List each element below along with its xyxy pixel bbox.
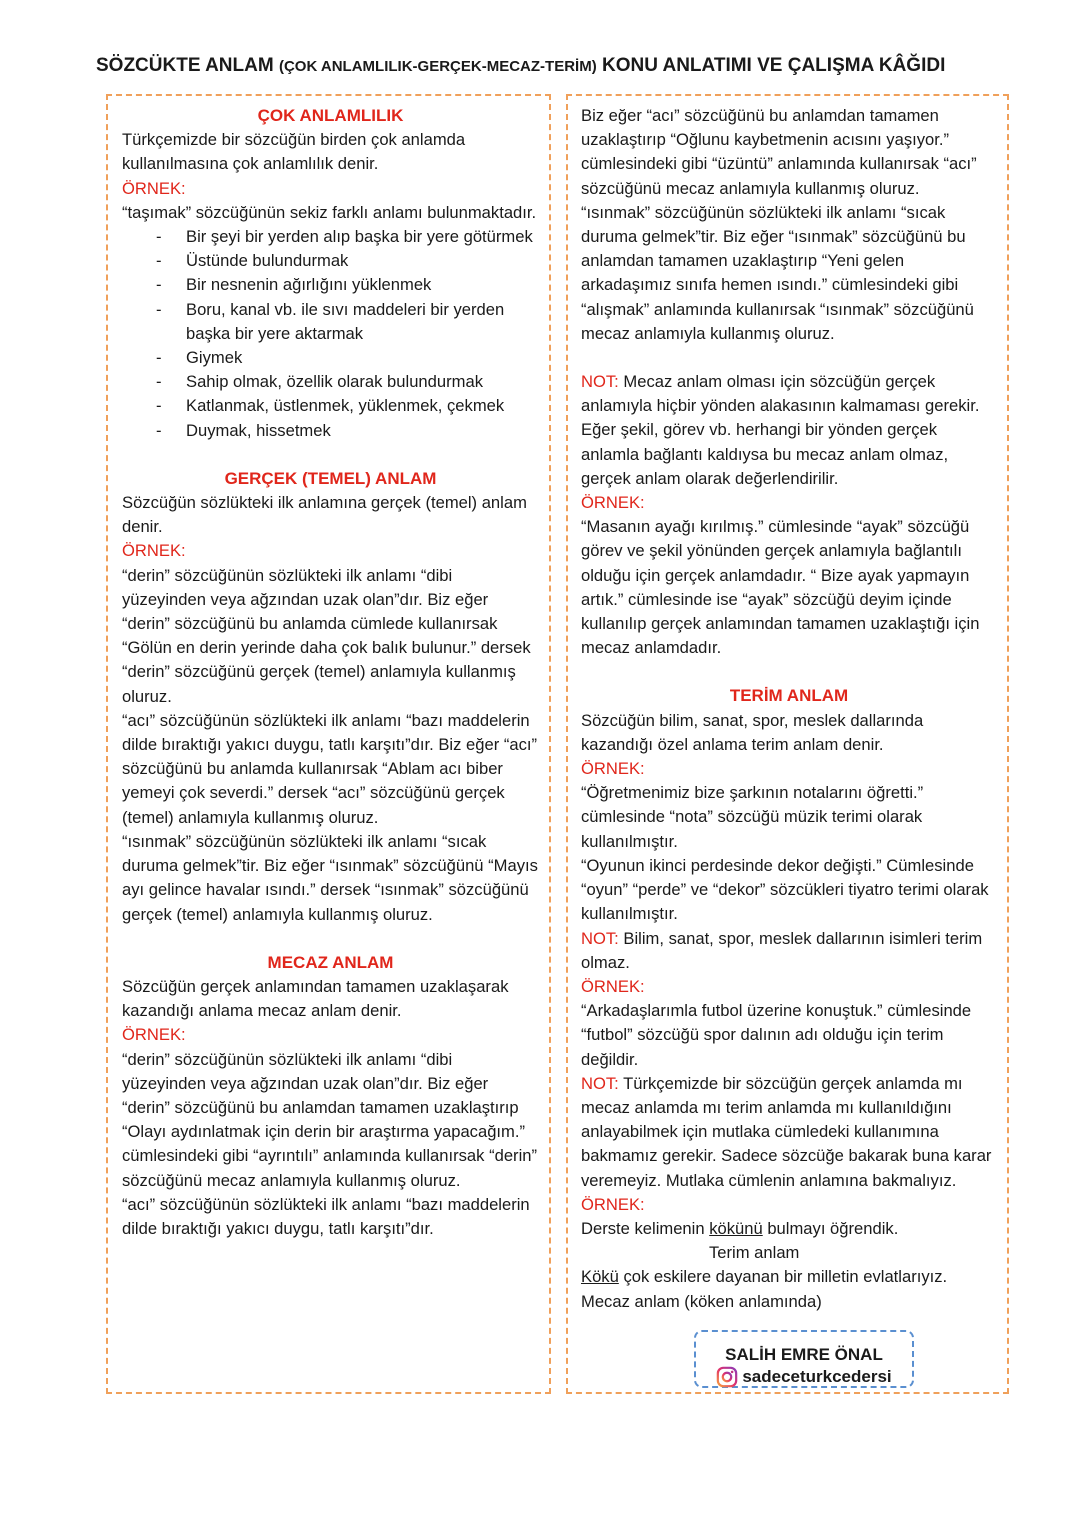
terim-example-label: ÖRNEK: [581,759,645,779]
cok-intro: “taşımak” sözcüğünün sekiz farklı anlamı bulunmaktadır. [122,202,537,222]
example-sentence-1-type: Terim anlam [709,1243,800,1263]
mecaz-paragraph-aci-cont: Biz eğer “acı” sözcüğünü bu anlamdan tamamen uzaklaştırıp “Oğlunu kaybetmenin acısını yaşıyor.” cümlesindeki gibi “üzüntü” anlamında kullanırsak “acı” sözcüğünü mecaz anlamıyla kullanmış oluruz. [581,106,977,198]
cok-example-label: ÖRNEK: [122,178,186,198]
example-sentence-1: Derste kelimenin kökünü bulmayı öğrendik. [581,1218,899,1238]
note-text: Türkçemizde bir sözcüğün gerçek anlamda mı mecaz anlamda mı terim anlamda mı kullanıldığını anlayabilmek için mutlaka cümledeki kullanımına bakmamız gerekir. Sadece sözcüğe bakarak buna karar veremeyiz. Mutlaka cümlenin anlamına bakmalıyız. [581,1073,992,1190]
list-item: - Katlanmak, üstlenmek, yüklenmek, çekmek [186,394,539,418]
mecaz-paragraph-aci: “acı” sözcüğünün sözlükteki ilk anlamı “bazı maddelerin dilde bıraktığı yakıcı duygu, tatlı karşıtı”dır. [122,1194,530,1238]
note-mecaz [581,370,997,491]
list-item: - Bir nesnenin ağırlığını yüklenmek [186,273,539,297]
note-label: NOT: [581,1073,619,1093]
mecaz-paragraph-isinmak: “ısınmak” sözcüğünün sözlükteki ilk anlamı “sıcak duruma gelmek”tir. Biz eğer “ısınmak” sözcüğünü bu anlamdan tamamen uzaklaştırıp “Yeni gelen arkadaşımız sınıfa hemen ısındı.” cümlesindeki gibi “alışmak” anlamında kullanırsak “ısınmak” sözcüğünü mecaz anlamıyla kullanmış oluruz. [581,202,974,343]
mecaz-paragraph-derin: “derin” sözcüğünün sözlükteki ilk anlamı “dibi yüzeyinden veya ağzından uzak olan”dır. Biz eğer “derin” sözcüğünü bu anlamdan tamamen uzaklaştırıp “Olayı aydınlatmak için derin bir araştırma yapacağım.” cümlesindeki gibi “ayrıntılı” anlamında kullanırsak “derin” sözcüğünü mecaz anlamıyla kullanmış oluruz. [122,1049,538,1190]
list-item: - Boru, kanal vb. ile sıvı maddeleri bir yerden başka bir yere aktarmak [186,298,539,346]
instagram-handle [696,1366,912,1388]
terim-paragraph-perde: “Oyunun ikinci perdesinde dekor değişti.” Cümlesinde “oyun” “perde” ve “dekor” sözcükleri tiyatro terimi olarak kullanılmıştır. [581,855,989,924]
example-sentence-2-type: Mecaz anlam (köken anlamında) [581,1291,822,1311]
gercek-paragraph-derin: “derin” sözcüğünün sözlükteki ilk anlamı “dibi yüzeyinden veya ağzından uzak olan”dır. Biz eğer “derin” sözcüğünü bu anlamda cümlede kullanırsak “Gölün en derin yerinde daha çok balık bulunur.” dersek “derin” sözcüğünü gerçek (temel) anlamıyla kullanmış oluruz. [122,565,531,706]
title-rest: KONU ANLATIMI VE ÇALIŞMA KÂĞIDI [601,55,946,76]
example-sentence-2: Kökü çok eskilere dayanan bir milletin evlatlarıyız. [581,1267,948,1287]
list-item: - Giymek [186,346,539,370]
list-item: - Duymak, hissetmek [186,419,539,443]
author-name: SALİH EMRE ÖNAL [725,1345,883,1364]
instagram-icon [716,1366,738,1388]
right-column [566,94,1009,1394]
title-main: SÖZCÜKTE ANLAM [96,55,274,76]
note-label: NOT: [581,928,619,948]
mecaz-anlam-heading: MECAZ ANLAM [267,952,394,972]
gercek-example-label: ÖRNEK: [122,541,186,561]
handle-text: sadeceturkcedersi [742,1367,892,1386]
list-item: - Sahip olmak, özellik olarak bulundurmak [186,370,539,394]
gercek-paragraph-isinmak: “ısınmak” sözcüğünün sözlükteki ilk anlamı “sıcak duruma gelmek”tir. Biz eğer “ısınmak” sözcüğünü “Mayıs ayı gelince havalar ısındı.” dersek “ısınmak” sözcüğünü gerçek (temel) anlamıyla kullanmış oluruz. [122,831,538,924]
terim-anlam-heading: TERİM ANLAM [729,686,849,706]
note-terim [581,927,997,975]
gercek-definition: Sözcüğün sözlükteki ilk anlamına gerçek (temel) anlam denir. [122,493,527,537]
terim-paragraph-nota: “Öğretmenimiz bize şarkının notalarını öğretti.” cümlesinde “nota” sözcüğü müzik terimi olarak kullanılmıştır. [581,783,924,851]
terim-example-label-3: ÖRNEK: [581,1194,645,1214]
underlined-word: kökünü [709,1218,763,1238]
mecaz-example-label: ÖRNEK: [122,1025,186,1045]
note-usage [581,1072,997,1193]
gercek-paragraph-aci: “acı” sözcüğünün sözlükteki ilk anlamı “bazı maddelerin dilde bıraktığı yakıcı duygu, tatlı karşıtı”dır. Biz eğer “acı” sözcüğünü bu anlamda kullanırsak “Ablam acı biber yemeyi çok severdi.” dersek “acı” sözcüğünü gerçek (temel) anlamıyla kullanmış oluruz. [122,710,538,827]
mecaz-definition: Sözcüğün gerçek anlamından tamamen uzaklaşarak kazandığı anlama mecaz anlam denir. [122,976,509,1021]
note-label: NOT: [581,372,619,392]
terim-example-label-2: ÖRNEK: [581,976,645,996]
signature-box [694,1330,914,1388]
cok-definition: Türkçemizde bir sözcüğün birden çok anlamda kullanılmasına çok anlamlılık denir. [122,130,466,174]
list-item: - Üstünde bulundurmak [186,249,539,273]
ayak-paragraph: “Masanın ayağı kırılmış.” cümlesinde “ayak” sözcüğü görev ve şekil yönünden gerçek anlamıyla bağlantılı olduğu için gerçek anlamdadır. “ Bize ayak yapmayın artık.” cümlesinde ise “ayak” sözcüğü deyim içinde kullanılıp gerçek anlamından tamamen uzaklaştığı için mecaz anlamdadır. [581,517,980,658]
list-item: - Bir şeyi bir yerden alıp başka bir yere götürmek [186,225,539,249]
underlined-word: Kökü [581,1267,619,1287]
note-text: Bilim, sanat, spor, meslek dallarının isimleri terim olmaz. [581,928,983,972]
left-column [106,94,551,1394]
cok-anlamlilik-heading: ÇOK ANLAMLILIK [257,106,404,125]
title-sub: (ÇOK ANLAMLILIK-GERÇEK-MECAZ-TERİM) [278,58,597,75]
page-title [96,55,945,77]
note-text: Mecaz anlam olması için sözcüğün gerçek anlamıyla hiçbir yönden alakasının kalmaması gerekir. Eğer şekil, görev vb. herhangi bir yönden gerçek anlamla bağlantı kaldıysa bu mecaz anlam olmaz, gerçek anlam olarak değerlendirilir. [581,372,980,488]
note-example-label: ÖRNEK: [581,493,645,513]
terim-definition: Sözcüğün bilim, sanat, spor, meslek dallarında kazandığı özel anlama terim anlam denir. [581,710,924,754]
futbol-paragraph: “Arkadaşlarımla futbol üzerine konuştuk.” cümlesinde “futbol” sözcüğü spor dalının adı olduğu için terim değildir. [581,1001,972,1069]
gercek-anlam-heading: GERÇEK (TEMEL) ANLAM [224,468,437,488]
meanings-list [122,225,539,443]
